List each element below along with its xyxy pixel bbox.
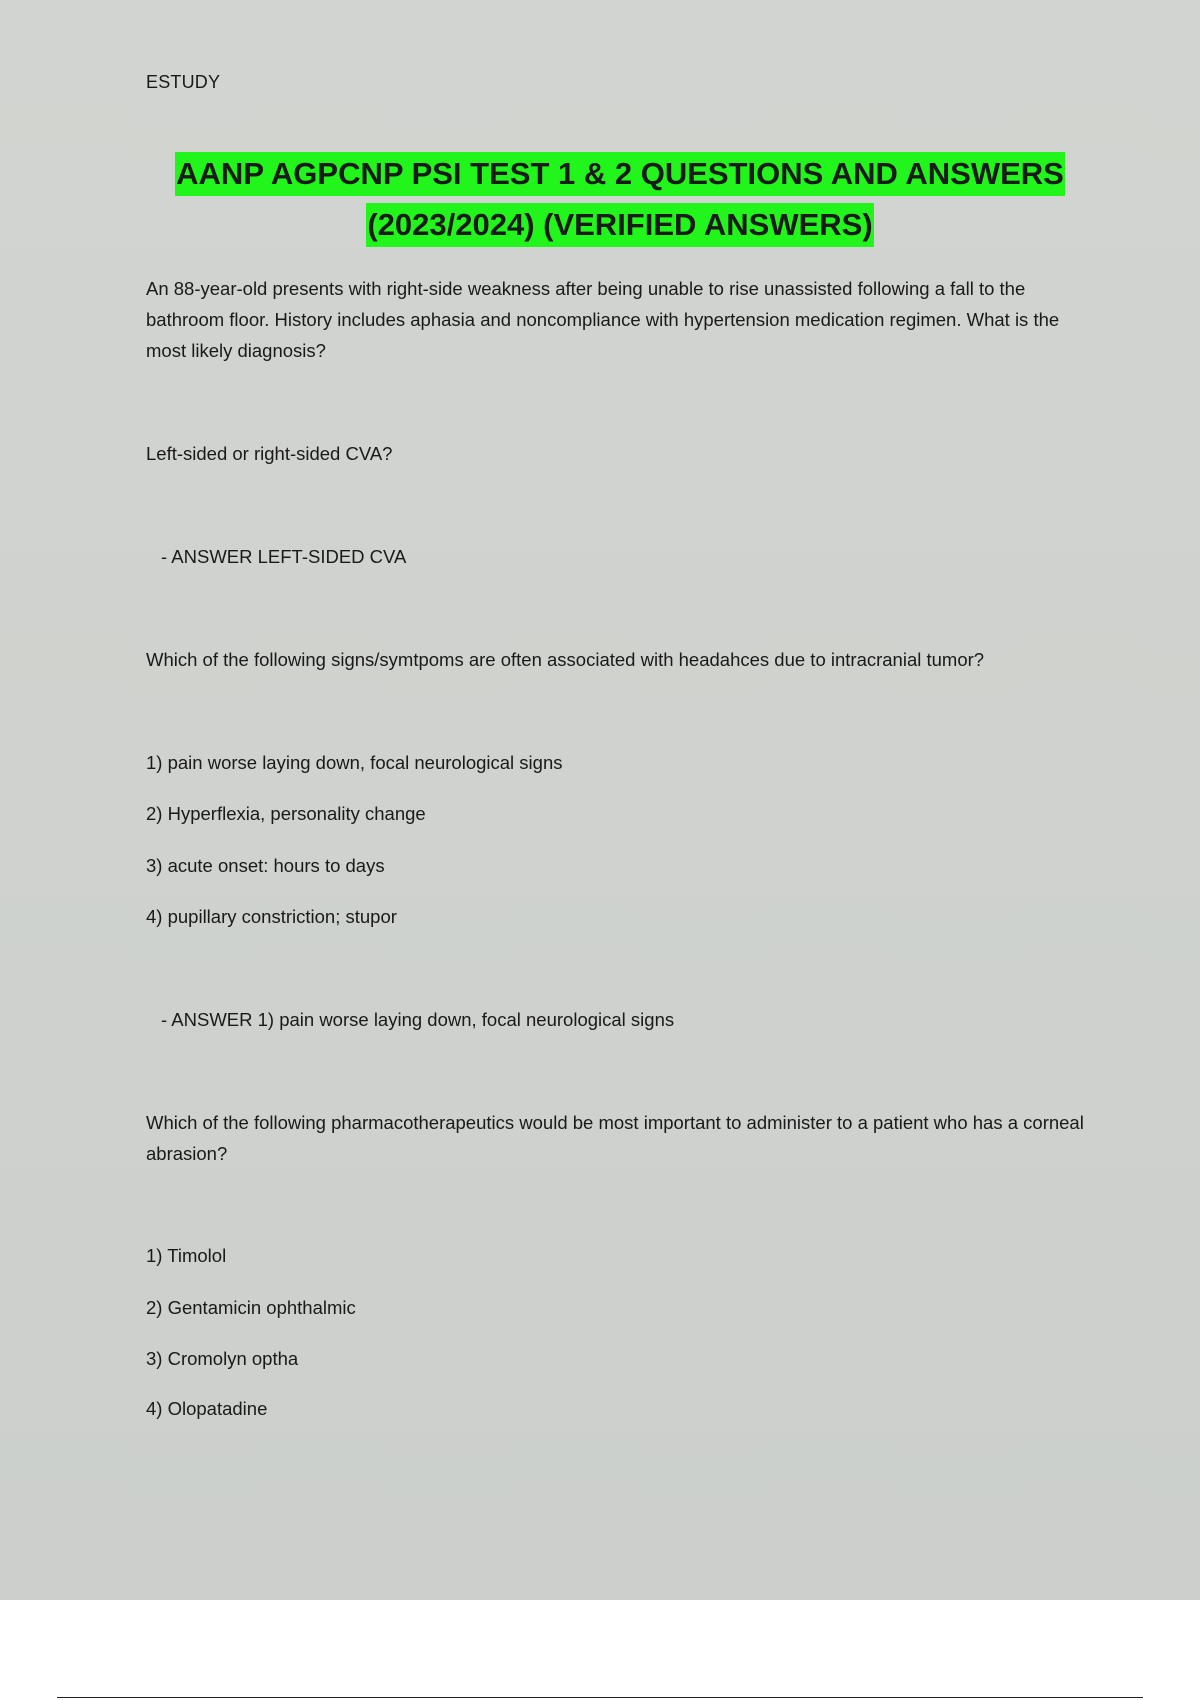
q2-option-2: 2) Hyperflexia, personality change (146, 803, 426, 824)
q2-option-3: 3) acute onset: hours to days (146, 855, 385, 876)
footer-rule (57, 1697, 1143, 1698)
title-line-1: AANP AGPCNP PSI TEST 1 & 2 QUESTIONS AND ANSWERS (175, 152, 1065, 196)
document-title (0, 148, 1200, 250)
q2-prompt: Which of the following signs/symtpoms are often associated with headahces due to intracranial tumor? (146, 649, 985, 670)
q1-prompt: An 88-year-old presents with right-side weakness after being unable to rise unassisted following a fall to the bathroom floor. History includes aphasia and noncompliance with hypertension medication regimen. What is the most likely diagnosis? (146, 278, 1060, 361)
q2-answer: - ANSWER 1) pain worse laying down, focal neurological signs (161, 1009, 675, 1030)
q3-option-3: 3) Cromolyn optha (146, 1348, 299, 1369)
q1-answer: - ANSWER LEFT-SIDED CVA (161, 546, 407, 567)
title-line-2: (2023/2024) (VERIFIED ANSWERS) (366, 203, 873, 247)
q3-prompt: Which of the following pharmacotherapeutics would be most important to administer to a patient who has a corneal abrasion? (146, 1112, 1084, 1164)
q1-sub-question: Left-sided or right-sided CVA? (146, 443, 393, 464)
header-label: ESTUDY (146, 72, 221, 92)
q3-option-1: 1) Timolol (146, 1245, 227, 1266)
q3-option-4: 4) Olopatadine (146, 1398, 268, 1419)
q3-option-2: 2) Gentamicin ophthalmic (146, 1297, 356, 1318)
q2-option-4: 4) pupillary constriction; stupor (146, 906, 397, 927)
q2-option-1: 1) pain worse laying down, focal neurological signs (146, 752, 563, 773)
